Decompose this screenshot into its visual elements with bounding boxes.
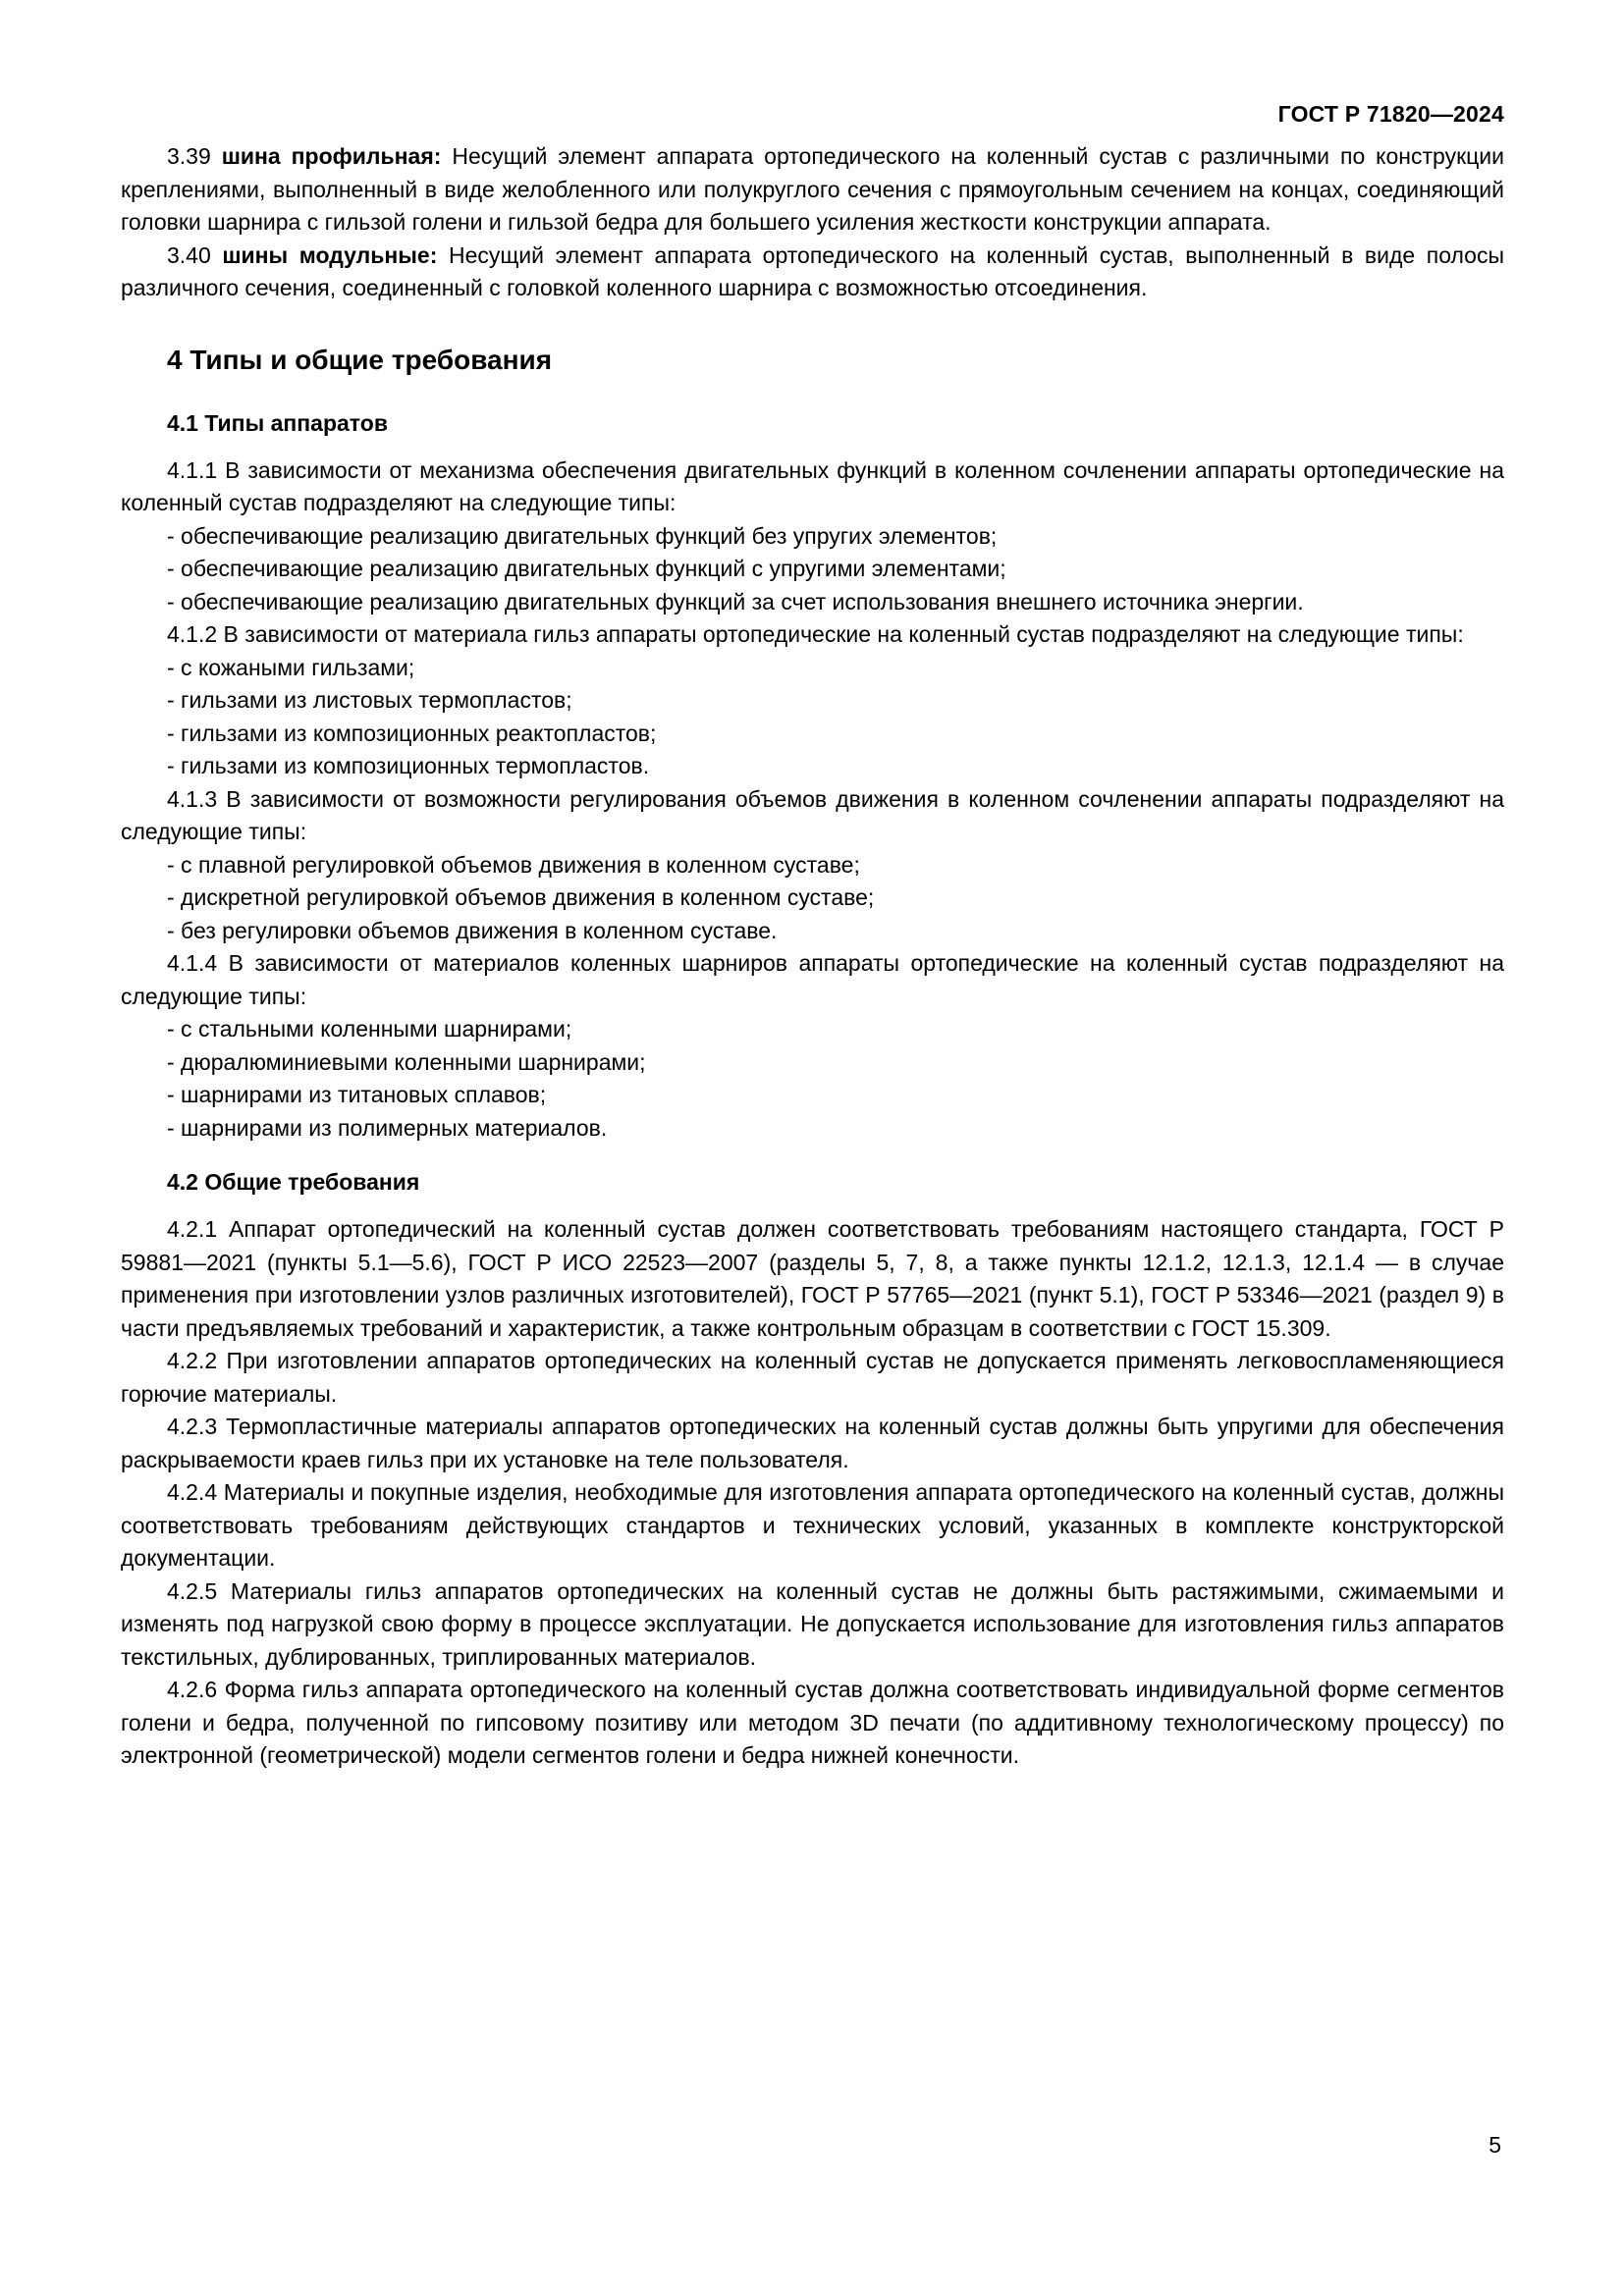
paragraph: 4.1.4 В зависимости от материалов коленных шарниров аппараты ортопедические на коленный сустав подразделяют на следующие типы: [121, 950, 1504, 1009]
subsection-heading: 4.1 Типы аппаратов [167, 409, 388, 436]
list-item: - обеспечивающие реализацию двигательных функций с упругими элементами; [167, 556, 1006, 581]
section-heading: 4 Типы и общие требования [167, 344, 553, 375]
list-item: - шарнирами из полимерных материалов. [167, 1114, 608, 1141]
subsection-heading: 4.2 Общие требования [167, 1169, 420, 1195]
document-body [121, 140, 1504, 1773]
list-item: - обеспечивающие реализацию двигательных функций без упругих элементов; [167, 522, 998, 549]
running-header: ГОСТ Р 71820—2024 [1277, 101, 1504, 127]
paragraph: 4.2.3 Термопластичные материалы аппаратов ортопедических на коленный сустав должны быть упругими для обеспечения раскрываемости краев гильз при их установке на теле пользователя. [121, 1414, 1504, 1472]
list-item: - без регулировки объемов движения в коленном суставе. [167, 917, 778, 943]
term-paragraph: 3.39 шина профильная: Несущий элемент аппарата ортопедического на коленный сустав с различными по конструкции креплениями, выполненный в виде желобленного или полукруглого сечения с прямоугольным сечением на концах, соединяющий головки шарнира с гильзой голени и гильзой бедра для большего усиления жесткости конструкции аппарата. [121, 143, 1504, 235]
paragraph: 4.2.6 Форма гильз аппарата ортопедического на коленный сустав должна соответствовать индивидуальной форме сегментов голени и бедра, полученной по гипсовому позитиву или методом 3D печати (по аддитивному технологическому процессу) по электронной (геометрической) модели сегментов голени и бедра нижней конечности. [121, 1677, 1504, 1768]
paragraph: 4.2.4 Материалы и покупные изделия, необходимые для изготовления аппарата ортопедического на коленный сустав, должны соответствовать требованиям действующих стандартов и технических условий, указанных в комплекте конструкторской документации. [121, 1479, 1504, 1571]
list-item: - шарнирами из титановых сплавов; [167, 1082, 547, 1107]
paragraph: 4.2.1 Аппарат ортопедический на коленный сустав должен соответствовать требованиям настоящего стандарта, ГОСТ Р 59881—2021 (пункты 5.1—5.6), ГОСТ Р ИСО 22523—2007 (разделы 5, 7, 8, а также пункты 12.1.2, 12.1.3, 12.1.4 — в случае применения при изготовлении узлов различных изготовителей), ГОСТ Р 57765—2021 (пункт 5.1), ГОСТ Р 53346—2021 (раздел 9) в части предъявляемых требований и характеристик, а также контрольным образцам в соответствии с ГОСТ 15.309. [121, 1216, 1504, 1341]
list-item: - гильзами из композиционных термопластов. [167, 753, 650, 778]
list-item: - обеспечивающие реализацию двигательных функций за счет использования внешнего источника энергии. [167, 588, 1304, 614]
paragraph: 4.1.2 В зависимости от материала гильз аппараты ортопедические на коленный сустав подразделяют на следующие типы: [167, 621, 1464, 647]
paragraph: 4.1.1 В зависимости от механизма обеспечения двигательных функций в коленном сочленении аппараты ортопедические на коленный сустав подразделяют на следующие типы: [121, 456, 1504, 515]
page-number: 5 [1489, 2132, 1501, 2158]
list-item: - с стальными коленными шарнирами; [167, 1016, 572, 1041]
list-item: - гильзами из композиционных реактопластов; [167, 720, 657, 746]
list-item: - дискретной регулировкой объемов движения в коленном суставе; [167, 884, 875, 910]
list-item: - гильзами из листовых термопластов; [167, 687, 572, 713]
list-item: - с плавной регулировкой объемов движения в коленном суставе; [167, 851, 860, 878]
paragraph: 4.1.3 В зависимости от возможности регулирования объемов движения в коленном сочленении аппараты подразделяют на следующие типы: [121, 785, 1504, 844]
list-item: - с кожаными гильзами; [167, 654, 415, 680]
paragraph: 4.2.5 Материалы гильз аппаратов ортопедических на коленный сустав не должны быть растяжимыми, сжимаемыми и изменять под нагрузкой свою форму в процессе эксплуатации. Не допускается использование для изготовления гильз аппаратов текстильных, дублированных, триплированных материалов. [121, 1577, 1504, 1670]
paragraph: 4.2.2 При изготовлении аппаратов ортопедических на коленный сустав не допускается применять легковоспламеняющиеся горючие материалы. [121, 1348, 1504, 1407]
term-paragraph: 3.40 шины модульные: Несущий элемент аппарата ортопедического на коленный сустав, выполненный в виде полосы различного сечения, соединенный с головкой коленного шарнира с возможностью отсоединения. [121, 241, 1504, 300]
list-item: - дюралюминиевыми коленными шарнирами; [167, 1048, 646, 1075]
